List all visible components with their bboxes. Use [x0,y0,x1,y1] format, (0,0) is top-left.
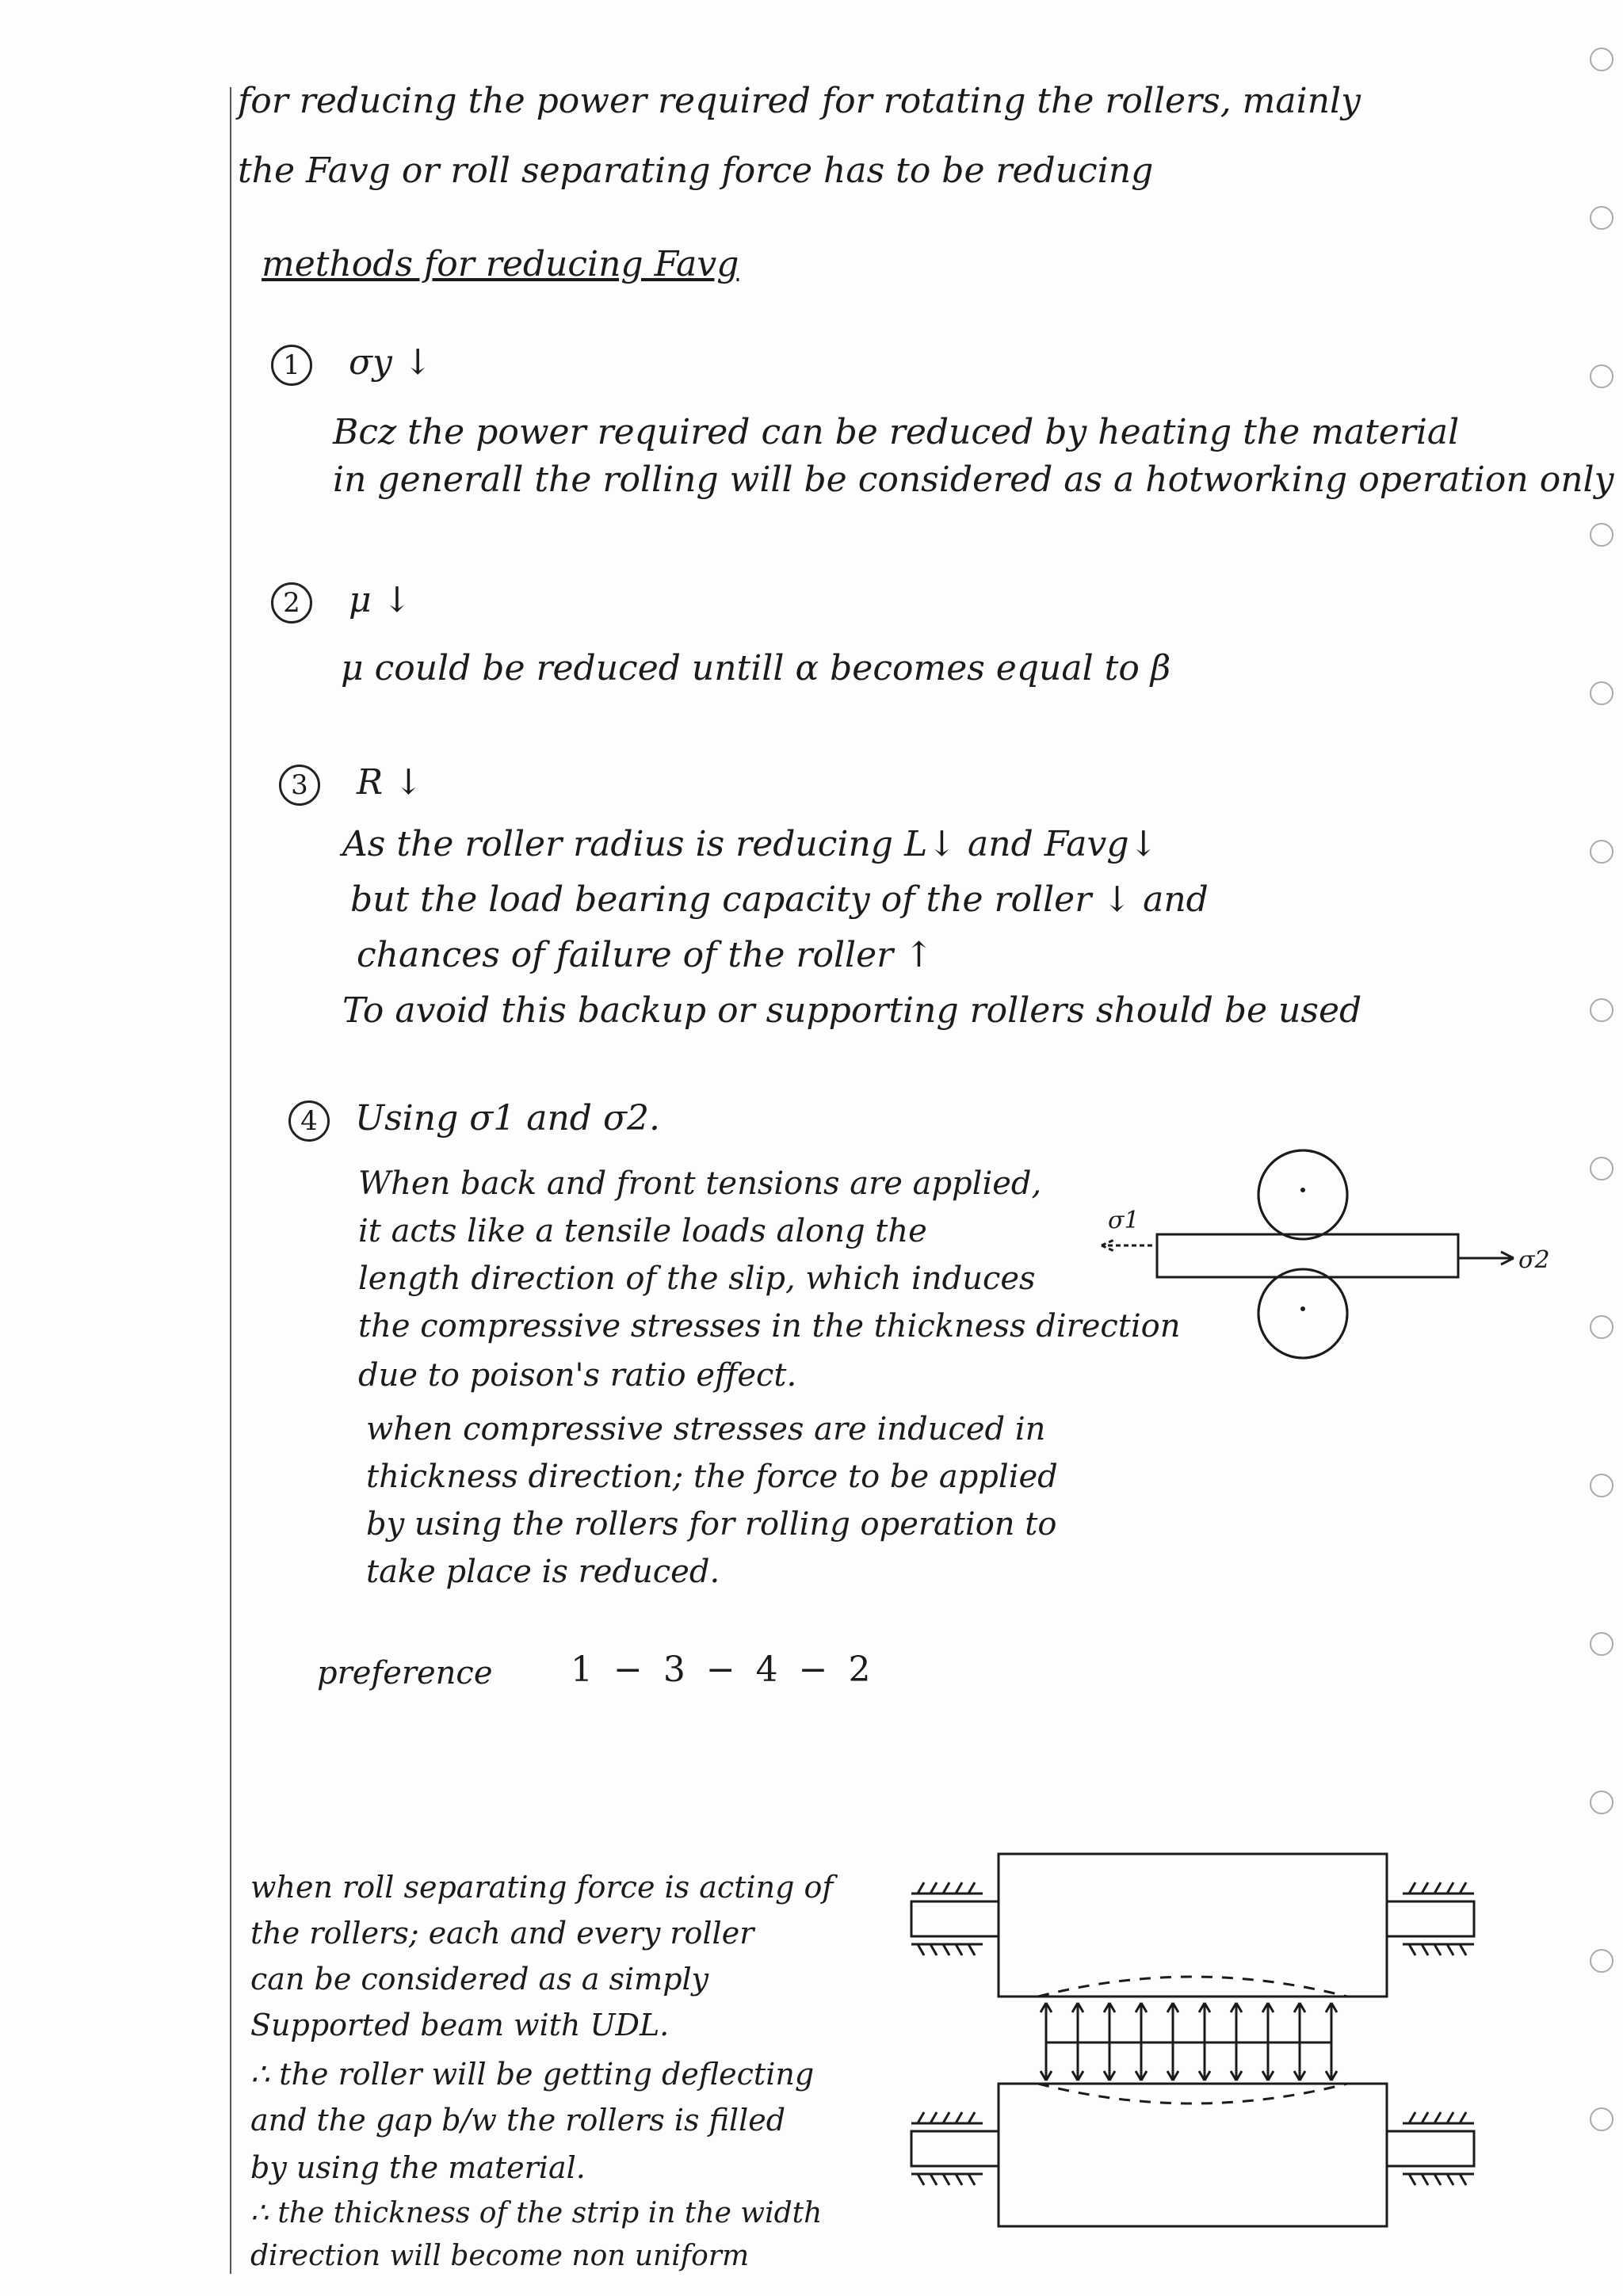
method-4-line-5: due to poison's ratio effect. [358,1357,797,1394]
binding-ring [1590,681,1613,705]
binding-ring [1590,2107,1613,2131]
method-4-line-7: thickness direction; the force to be applied [366,1459,1058,1495]
lower-right-journal [1387,2131,1474,2166]
deflection-line-6: and the gap b/w the rollers is filled [250,2103,786,2138]
binding-ring [1590,364,1613,388]
method-3-number: 3 [279,762,320,806]
binding-ring [1590,998,1613,1022]
deflection-line-1: when roll separating force is acting of [250,1870,834,1905]
upper-left-journal [911,1901,999,1936]
methods-heading: methods for reducing Favg [262,244,739,284]
method-3-line-2: but the load bearing capacity of the roller ↓ and [350,879,1209,920]
method-2-title: μ ↓ [349,580,412,620]
method-4-line-4: the compressive stresses in the thickness direction [358,1308,1181,1344]
deflection-line-7: by using the material. [250,2150,586,2185]
method-4-number: 4 [288,1098,330,1142]
binding-ring [1590,1791,1613,1814]
method-1-line-1: Bcz the power required can be reduced by heating the material [333,412,1460,452]
udl-arrows [1041,2003,1337,2081]
method-4-line-2: it acts like a tensile loads along the [358,1213,927,1249]
intro-line-1: for reducing the power required for rotating the rollers, mainly [238,81,1361,121]
method-1-number: 1 [271,342,312,386]
method-2-line-1: μ could be reduced untill α becomes equal to β [341,648,1171,688]
method-4-title: Using σ1 and σ2. [355,1098,660,1138]
method-4-line-9: take place is reduced. [366,1554,720,1590]
binding-ring [1590,48,1613,71]
sigma1-label: σ1 [1108,1207,1140,1234]
method-1-title: σy ↓ [349,342,433,383]
binding-ring [1590,1949,1613,1973]
upper-roller-body [999,1854,1387,1997]
deflection-line-2: the rollers; each and every roller [250,1916,754,1951]
method-4-line-1: When back and front tensions are applied, [358,1165,1042,1202]
method-4-line-3: length direction of the slip, which induces [358,1261,1036,1297]
binding-ring [1590,840,1613,864]
back-tension-arrow [1102,1239,1152,1252]
lower-left-journal [911,2131,999,2166]
preference-value: 1 − 3 − 4 − 2 [571,1650,876,1690]
binding-ring [1590,206,1613,230]
method-3-line-1: As the roller radius is reducing L↓ and Favg↓ [342,824,1159,864]
deflection-line-8: ∴ the thickness of the strip in the width [250,2197,823,2229]
deflection-line-3: can be considered as a simply [250,1962,709,1997]
deflection-line-9: direction will become non uniform [250,2240,750,2272]
method-4-line-8: by using the rollers for rolling operation to [366,1506,1057,1543]
lower-deflection-curve [1038,2084,1347,2103]
notebook-margin-line [230,87,231,2274]
method-3-line-3: chances of failure of the roller ↑ [357,935,934,975]
method-3-line-4: To avoid this backup or supporting rollers should be used [342,990,1362,1031]
strip [1157,1234,1458,1277]
roller-deflection-diagram [896,1846,1498,2250]
intro-line-2: the Favg or roll separating force has to be reducing [238,151,1154,191]
preference-label: preference [317,1655,493,1691]
deflection-line-5: ∴ the roller will be getting deflecting [250,2057,815,2092]
binding-ring [1590,523,1613,547]
upper-deflection-curve [1038,1977,1347,1997]
method-2-number: 2 [271,580,312,624]
tension-rolls-diagram [1094,1141,1569,1379]
binding-ring [1590,1315,1613,1339]
upper-right-journal [1387,1901,1474,1936]
method-1-line-2: in generall the rolling will be considered as a hotworking operation only [333,460,1614,500]
binding-ring [1590,1157,1613,1180]
front-tension-arrow [1458,1252,1514,1264]
deflection-line-4: Supported beam with UDL. [250,2008,670,2042]
binding-ring [1590,1632,1613,1656]
binding-ring [1590,1474,1613,1497]
method-4-line-6: when compressive stresses are induced in [366,1411,1046,1447]
sigma2-label: σ2 [1518,1246,1550,1274]
lower-roller-body [999,2084,1387,2226]
method-3-title: R ↓ [357,762,423,803]
